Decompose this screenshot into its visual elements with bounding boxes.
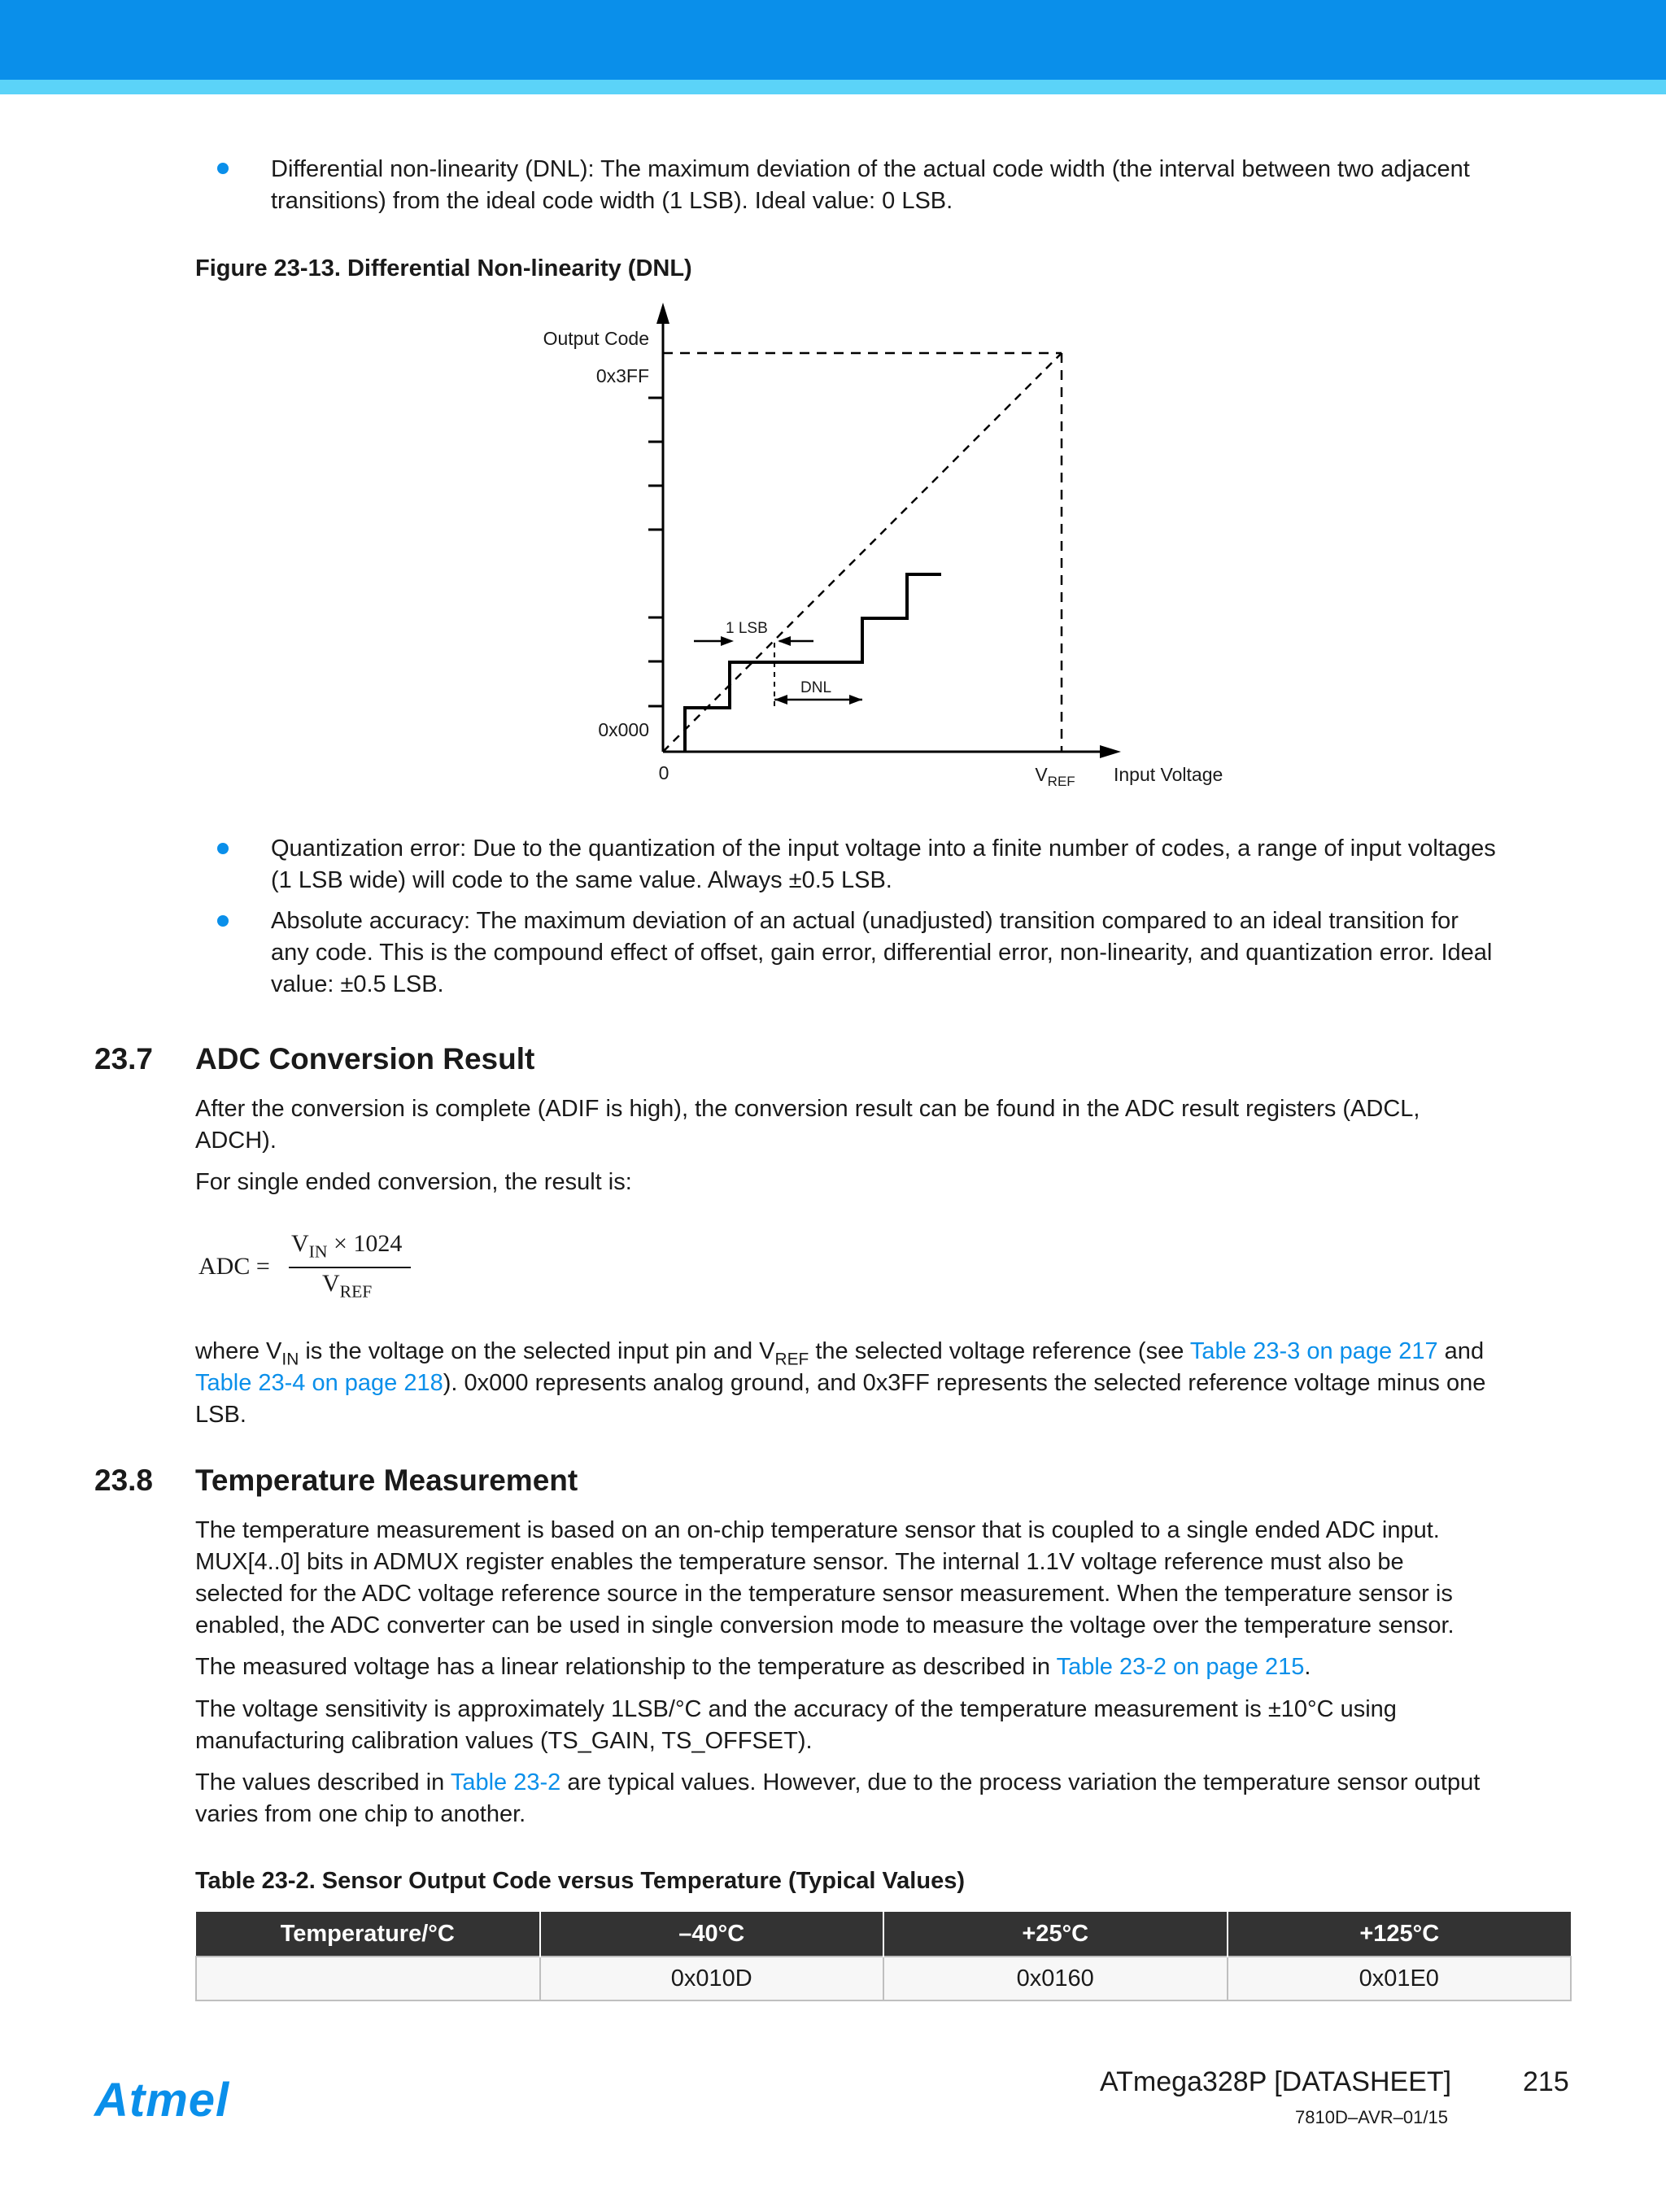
single-ended-intro: For single ended conversion, the result is: [195,1169,632,1195]
table-header-cell: +125°C [1228,1912,1572,1957]
adc-result-line2: ADCH). [195,1128,277,1154]
lsb-label: 1 LSB [726,620,768,637]
vref-label [1035,764,1075,789]
section-title-adc-conversion-result: ADC Conversion Result [195,1042,535,1075]
bullet-quantization-line2: (1 LSB wide) will code to the same value. Always ±0.5 LSB. [271,867,892,893]
temperature-paragraph-3 [195,1694,1578,1757]
ideal-transfer-line [663,353,1062,752]
section-title-temperature-measurement: Temperature Measurement [195,1464,578,1497]
temp-p2-text-a: The measured voltage has a linear relationship to the temperature as described in [195,1654,1057,1680]
temp-p2-text-b: . [1304,1654,1311,1680]
temperature-paragraph-1 [195,1515,1578,1642]
table-cell: 0x0160 [883,1957,1228,2000]
where-sub-ref: REF [774,1350,809,1369]
figure-caption: Figure 23-13. Differential Non-linearity (DNL) [195,255,692,281]
table-cell: 0x010D [540,1957,884,2000]
bullet-marker [217,843,229,854]
temp-p4-line2: varies from one chip to another. [195,1801,526,1827]
dnl-arrow-left-head [774,695,787,705]
where-text-c: the selected voltage reference (see [809,1338,1190,1364]
footer-document-code: 7810D–AVR–01/15 [1295,2107,1448,2127]
table-caption: Table 23-2. Sensor Output Code versus Temperature (Typical Values) [195,1868,965,1894]
where-text-d: and [1437,1338,1485,1364]
vref-sub: REF [1047,774,1075,789]
section-number-23-8: 23.8 [94,1464,154,1497]
where-text-a: where V [195,1338,282,1364]
temp-p1-line3: selected for the ADC voltage reference source in the temperature sensor measurement. When the temperature sensor is [195,1581,1453,1607]
formula-den-v: V [322,1270,340,1297]
adc-result-line1: After the conversion is complete (ADIF is high), the conversion result can be found in the ADC result registers (ADCL, [195,1096,1420,1122]
formula-denominator [322,1270,373,1302]
formula-den-sub: REF [339,1281,373,1302]
table-row [196,1957,1571,2000]
footer-page-number: 215 [1523,2066,1569,2097]
dnl-arrow-right-head [849,695,862,705]
where-line3: LSB. [195,1402,246,1428]
formula-num-sub: IN [308,1241,328,1262]
bullet-marker [217,915,229,927]
bullet-quantization-line1: Quantization error: Due to the quantization of the input voltage into a finite number of codes, a range of input voltages [271,835,1496,862]
where-line1 [195,1336,1578,1368]
dnl-figure [0,0,1666,814]
link-table-23-3[interactable]: Table 23-3 on page 217 [1189,1338,1438,1364]
footer-document-title: ATmega328P [DATASHEET] [1100,2066,1452,2097]
temp-p1-line1: The temperature measurement is based on an on-chip temperature sensor that is coupled to a single ended ADC input. [195,1517,1440,1543]
atmel-logo: Atmel [94,2074,230,2127]
bullet-absolute-accuracy [271,905,1589,1001]
sensor-output-table [195,1912,1572,2001]
table-cell: 0x01E0 [1228,1957,1572,2000]
formula-num-rest: × 1024 [327,1230,403,1257]
x-axis-arrow [1100,745,1121,758]
formula-lhs: ADC = [198,1253,270,1280]
formula-numerator [291,1230,403,1262]
bullet-absolute-line2: any code. This is the compound effect of offset, gain error, differential error, non-linearity, and quantization error. Ideal [271,940,1493,966]
adc-result-paragraph [195,1093,1578,1157]
temp-p1-line4: enabled, the ADC converter can be used in single conversion mode to measure the voltage over the temperature sensor. [195,1612,1454,1638]
where-text-b: is the voltage on the selected input pin and V [299,1338,775,1364]
temp-p1-line2: MUX[4..0] bits in ADMUX register enables the temperature sensor. The internal 1.1V voltage reference must also be [195,1549,1404,1575]
y-top-label: 0x3FF [595,365,649,386]
where-line2 [195,1368,1578,1399]
bullet-dnl-line2: transitions) from the ideal code width (1 LSB). Ideal value: 0 LSB. [271,188,953,214]
table-header-cell: +25°C [883,1912,1228,1957]
formula-fraction-bar [289,1267,411,1268]
temp-p4-text-b: are typical values. However, due to the process variation the temperature sensor output [560,1769,1481,1795]
link-table-23-2[interactable]: Table 23-2 [450,1769,561,1795]
table-header-cell: –40°C [540,1912,884,1957]
lsb-arrow-left-head [721,636,734,646]
y-axis-arrow [656,303,669,324]
bullet-absolute-line3: value: ±0.5 LSB. [271,971,444,997]
link-table-23-2-page[interactable]: Table 23-2 on page 215 [1056,1654,1305,1680]
x-origin-label: 0 [658,762,669,783]
formula-num-v: V [291,1230,309,1257]
y-ticks [648,398,663,706]
section-number-23-7: 23.7 [94,1042,154,1075]
y-bottom-label: 0x000 [598,719,649,740]
table-cell [196,1957,540,2000]
bullet-quantization [271,833,1589,897]
temp-p3-line2: manufacturing calibration values (TS_GAIN, TS_OFFSET). [195,1728,813,1754]
temp-p3-line1: The voltage sensitivity is approximately 1LSB/°C and the accuracy of the temperature measurement is ±10°C using [195,1696,1397,1722]
where-text-e: ). 0x000 represents analog ground, and 0x3FF represents the selected reference voltage minus one [443,1370,1486,1396]
temperature-paragraph-2 [195,1651,1578,1683]
temp-p4-line1 [195,1767,1578,1799]
bullet-absolute-line1: Absolute accuracy: The maximum deviation of an actual (unadjusted) transition compared to an ideal transition for [271,908,1459,934]
temperature-paragraph-4 [195,1767,1578,1830]
link-table-23-4[interactable]: Table 23-4 on page 218 [195,1370,443,1396]
table-header-row [196,1912,1571,1957]
temp-p4-text-a: The values described in [195,1769,451,1795]
where-sub-in: IN [281,1350,299,1369]
bullet-dnl-line1: Differential non-linearity (DNL): The maximum deviation of the actual code width (the interval between two adjacent [271,156,1470,182]
table-header-cell: Temperature/°C [196,1912,540,1957]
y-axis-label: Output Code [543,328,649,349]
x-axis-label: Input Voltage [1114,764,1223,785]
dnl-label: DNL [800,679,832,696]
vref-main: V [1035,764,1048,785]
where-paragraph [195,1336,1578,1431]
lsb-arrow-right-head [778,636,791,646]
